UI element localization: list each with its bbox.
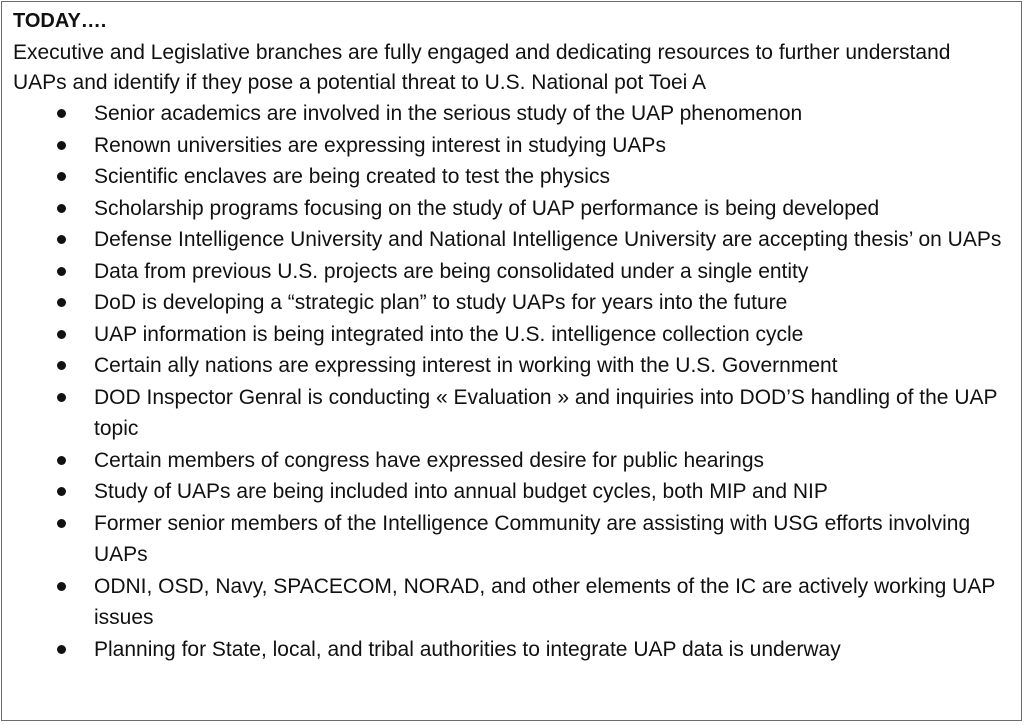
list-item-text: Defense Intelligence University and National Intelligence University are accepting thesis’ on UAPs <box>94 228 1002 251</box>
bullet-icon <box>57 109 66 118</box>
bullet-icon <box>57 235 66 244</box>
list-item <box>2 287 1022 319</box>
bullet-icon <box>57 172 66 181</box>
list-item-text: Scholarship programs focusing on the study of UAP performance is being developed <box>94 196 880 220</box>
bullet-icon <box>57 393 66 402</box>
list-item <box>2 161 1022 193</box>
bullet-icon <box>57 141 66 150</box>
intro-paragraph: Executive and Legislative branches are fully engaged and dedicating resources to further understand UAPs and identify if they pose a potential threat to U.S. National pot Toei A <box>13 41 951 94</box>
bullet-icon <box>57 361 66 370</box>
document-heading: TODAY…. <box>13 10 107 32</box>
bullet-icon <box>57 519 66 528</box>
list-item-text: Former senior members of the Intelligence Community are assisting with USG efforts involving UAPs <box>94 511 971 566</box>
list-item-text: Study of UAPs are being included into annual budget cycles, both MIP and NIP <box>94 480 828 503</box>
list-item <box>2 256 1022 288</box>
list-item-text: Senior academics are involved in the serious study of the UAP phenomenon <box>94 102 803 125</box>
bullet-icon <box>57 204 66 213</box>
list-item-text: Planning for State, local, and tribal authorities to integrate UAP data is underway <box>94 637 841 661</box>
list-item-text: Certain members of congress have expressed desire for public hearings <box>94 448 765 472</box>
list-item-text: ODNI, OSD, Navy, SPACECOM, NORAD, and other elements of the IC are actively working UAP issues <box>94 574 995 629</box>
list-item <box>2 571 1022 634</box>
list-item-text: UAP information is being integrated into the U.S. intelligence collection cycle <box>94 322 804 346</box>
list-item-text: DoD is developing a “strategic plan” to study UAPs for years into the future <box>94 291 788 314</box>
list-item-text: Scientific enclaves are being created to test the physics <box>94 165 610 188</box>
list-item <box>2 319 1022 351</box>
bullet-icon <box>57 298 66 307</box>
bullet-icon <box>57 645 66 654</box>
bullet-icon <box>57 582 66 591</box>
document-page <box>1 1 1022 721</box>
list-item-text: DOD Inspector Genral is conducting « Evaluation » and inquiries into DOD’S handling of the UAP topic <box>94 385 998 440</box>
bullet-icon <box>57 330 66 339</box>
list-item <box>2 476 1022 508</box>
list-item <box>2 382 1022 445</box>
bullet-icon <box>57 456 66 465</box>
list-item <box>2 634 1022 666</box>
list-item <box>2 508 1022 571</box>
bullet-icon <box>57 267 66 276</box>
list-item <box>2 98 1022 130</box>
list-item <box>2 224 1022 256</box>
bullet-list <box>2 98 1022 665</box>
bullet-icon <box>57 487 66 496</box>
list-item <box>2 445 1022 477</box>
list-item-text: Data from previous U.S. projects are being consolidated under a single entity <box>94 259 809 283</box>
list-item <box>2 193 1022 225</box>
list-item <box>2 350 1022 382</box>
list-item <box>2 130 1022 162</box>
list-item-text: Renown universities are expressing interest in studying UAPs <box>94 133 666 157</box>
list-item-text: Certain ally nations are expressing interest in working with the U.S. Government <box>94 354 838 377</box>
